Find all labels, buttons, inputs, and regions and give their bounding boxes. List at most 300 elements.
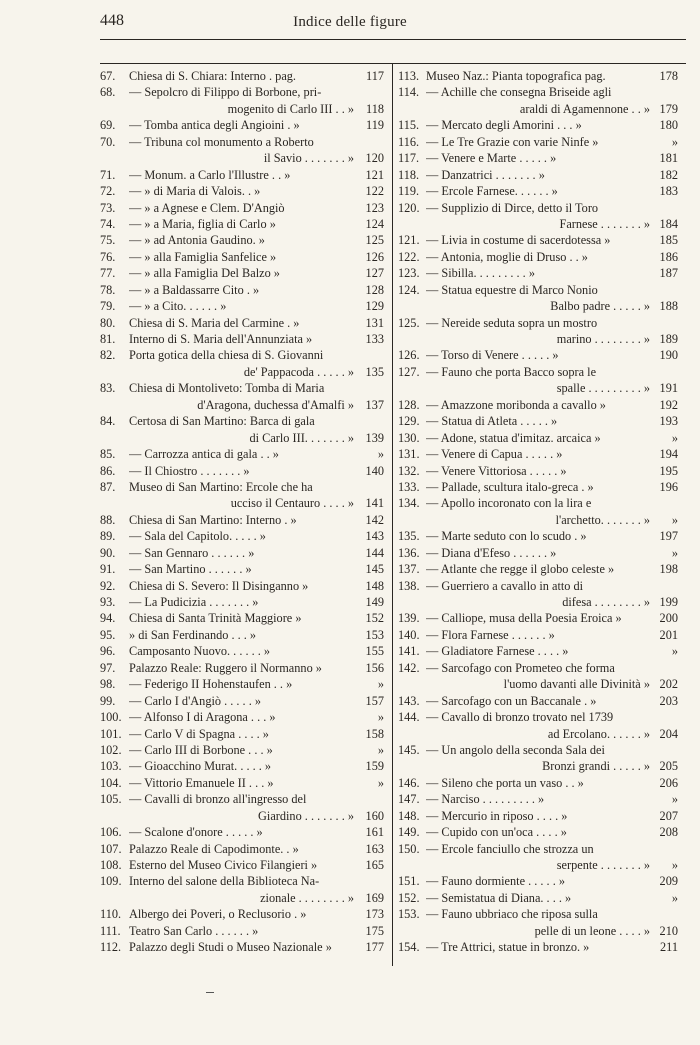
table-top-rule xyxy=(100,63,686,64)
entry-number: 147. xyxy=(398,792,420,807)
index-entry xyxy=(100,693,384,709)
index-entry xyxy=(100,200,384,216)
index-entry xyxy=(100,347,384,363)
index-entry xyxy=(398,939,678,955)
entry-number: 113. xyxy=(398,69,420,83)
index-entry xyxy=(398,265,678,281)
entry-page: 144 xyxy=(365,545,384,560)
entry-title: — Atlante che regge il globo celeste » xyxy=(426,562,615,577)
entry-title: — Il Chiostro . . . . . . . » xyxy=(129,463,250,478)
entry-title: Museo di San Martino: Ercole che ha xyxy=(129,479,313,494)
entry-number: 143. xyxy=(398,693,420,708)
entry-page: 169 xyxy=(365,890,384,905)
entry-page: 180 xyxy=(659,118,678,133)
entry-number: 82. xyxy=(100,348,116,363)
index-entry xyxy=(100,939,384,955)
entry-number: 142. xyxy=(398,660,420,675)
index-entry xyxy=(100,84,384,100)
index-entry xyxy=(398,200,678,216)
right-column xyxy=(398,68,678,956)
entry-title: araldi di Agamennone . . » xyxy=(519,101,650,116)
index-entry xyxy=(398,545,678,561)
index-entry xyxy=(398,315,678,331)
index-entry xyxy=(398,430,678,446)
index-entry xyxy=(398,216,678,232)
index-entry xyxy=(398,134,678,150)
entry-page: 137 xyxy=(365,397,384,412)
entry-title: — Tribuna col monumento a Roberto xyxy=(129,134,314,149)
entry-number: 74. xyxy=(100,216,116,231)
index-entry xyxy=(398,495,678,511)
entry-page: » xyxy=(671,890,678,905)
index-entry xyxy=(100,463,384,479)
entry-title: — Statua equestre di Marco Nonio xyxy=(426,282,598,297)
entry-page: 199 xyxy=(659,595,678,609)
index-entry xyxy=(100,742,384,758)
entry-title: — » a Maria, figlia di Carlo » xyxy=(129,216,276,231)
index-entry xyxy=(100,150,384,166)
entry-page: 127 xyxy=(365,266,384,281)
entry-title: — Narciso . . . . . . . . . » xyxy=(426,792,545,807)
index-entry xyxy=(398,232,678,248)
entry-page: 179 xyxy=(659,101,678,116)
index-entry xyxy=(100,167,384,183)
entry-number: 107. xyxy=(100,841,122,856)
index-entry xyxy=(398,397,678,413)
entry-title: — Danzatrici . . . . . . . » xyxy=(426,167,545,182)
entry-page: 185 xyxy=(659,233,678,248)
entry-page: 187 xyxy=(659,266,678,281)
entry-number: 148. xyxy=(398,808,420,823)
entry-title: — Cupido con un'oca . . . . » xyxy=(426,825,567,840)
entry-title: — Supplizio di Dirce, detto il Toro xyxy=(426,200,599,215)
entry-title: — Mercurio in riposo . . . . » xyxy=(426,808,568,823)
index-entry xyxy=(398,676,678,692)
index-entry xyxy=(398,808,678,824)
entry-title: — Fauno dormiente . . . . . » xyxy=(426,874,566,889)
entry-number: 92. xyxy=(100,578,116,593)
entry-number: 109. xyxy=(100,874,122,889)
entry-title: — Nereide seduta sopra un mostro xyxy=(426,315,598,330)
entry-number: 96. xyxy=(100,644,116,659)
entry-page: 192 xyxy=(659,397,678,412)
entry-number: 106. xyxy=(100,825,122,840)
entry-page: 120 xyxy=(365,151,384,166)
entry-number: 83. xyxy=(100,381,116,396)
entry-number: 94. xyxy=(100,611,116,626)
entry-title: — » a Agnese e Clem. D'Angiò xyxy=(129,200,285,215)
entry-page: 165 xyxy=(365,858,384,872)
entry-page: » xyxy=(377,447,384,462)
entry-number: 76. xyxy=(100,249,116,264)
entry-title: — Fauno ubbriaco che riposa sulla xyxy=(426,907,598,922)
index-entry xyxy=(398,857,678,873)
entry-number: 137. xyxy=(398,562,420,577)
index-entry xyxy=(398,693,678,709)
entry-number: 151. xyxy=(398,874,420,889)
entry-title: — Livia in costume di sacerdotessa » xyxy=(426,233,611,248)
entry-page: 188 xyxy=(659,299,678,314)
entry-title: — Amazzone moribonda a cavallo » xyxy=(426,397,606,412)
entry-number: 111. xyxy=(100,923,121,938)
entry-title: — Un angolo della seconda Sala dei xyxy=(426,742,605,757)
entry-number: 100. xyxy=(100,710,122,725)
entry-page: 139 xyxy=(365,430,384,445)
entry-number: 86. xyxy=(100,463,116,478)
index-entry xyxy=(100,808,384,824)
entry-page: 206 xyxy=(659,775,678,790)
index-entry xyxy=(398,726,678,742)
entry-page: 202 xyxy=(659,677,678,692)
entry-page: 155 xyxy=(365,644,384,659)
entry-title: — Statua di Atleta . . . . . » xyxy=(426,414,558,429)
index-entry xyxy=(100,726,384,742)
entry-number: 69. xyxy=(100,118,116,133)
index-entry xyxy=(398,643,678,659)
entry-number: 108. xyxy=(100,858,122,872)
entry-title: — Venere Vittoriosa . . . . . » xyxy=(426,463,567,478)
index-entry xyxy=(398,101,678,117)
entry-title: Palazzo degli Studi o Museo Nazionale » xyxy=(129,940,332,955)
entry-number: 150. xyxy=(398,841,420,856)
index-entry xyxy=(100,446,384,462)
entry-title: — Sarcofago con un Baccanale . » xyxy=(426,693,597,708)
index-entry xyxy=(398,561,678,577)
index-entry xyxy=(398,68,678,84)
index-entry xyxy=(100,331,384,347)
entry-title: Giardino . . . . . . . » xyxy=(258,808,354,823)
entry-page: 175 xyxy=(365,923,384,938)
entry-title: — Mercato degli Amorini . . . » xyxy=(426,118,582,133)
entry-number: 84. xyxy=(100,414,116,429)
entry-title: — Achille che consegna Briseide agli xyxy=(426,85,612,100)
entry-number: 90. xyxy=(100,545,116,560)
index-entry xyxy=(100,413,384,429)
entry-page: 125 xyxy=(365,233,384,248)
entry-title: — Apollo incoronato con la lira e xyxy=(426,496,592,511)
entry-title: — Fauno che porta Bacco sopra le xyxy=(426,364,597,379)
index-entry xyxy=(398,758,678,774)
entry-title: Esterno del Museo Civico Filangieri » xyxy=(129,858,318,872)
entry-page: 160 xyxy=(365,808,384,823)
entry-title: — Carlo I d'Angiò . . . . . » xyxy=(129,693,262,708)
entry-title: — Venere e Marte . . . . . » xyxy=(426,151,557,166)
entry-title: l'archetto. . . . . . . » xyxy=(555,512,650,527)
entry-number: 132. xyxy=(398,463,420,478)
entry-page: 196 xyxy=(659,479,678,494)
index-entry xyxy=(398,446,678,462)
entry-title: d'Aragona, duchessa d'Amalfi » xyxy=(197,397,354,412)
entry-page: 157 xyxy=(365,693,384,708)
entry-title: ucciso il Centauro . . . . » xyxy=(230,496,354,511)
column-divider xyxy=(392,63,393,966)
entry-title: — Carlo III di Borbone . . . » xyxy=(129,742,273,757)
header-rule xyxy=(100,39,686,40)
entry-title: — Antonia, moglie di Druso . . » xyxy=(426,249,588,264)
index-entry xyxy=(100,528,384,544)
entry-page: 156 xyxy=(365,660,384,675)
index-entry xyxy=(100,298,384,314)
entry-number: 102. xyxy=(100,742,122,757)
entry-title: zionale . . . . . . . . » xyxy=(260,890,354,905)
entry-page: 200 xyxy=(659,611,678,626)
entry-title: — Le Tre Grazie con varie Ninfe » xyxy=(426,134,599,149)
entry-title: Porta gotica della chiesa di S. Giovanni xyxy=(129,348,324,363)
entry-title: — Gioacchino Murat. . . . . » xyxy=(129,759,272,774)
entry-title: il Savio . . . . . . . » xyxy=(263,151,354,166)
entry-page: 178 xyxy=(659,69,678,83)
entry-number: 124. xyxy=(398,282,420,297)
entry-page: 173 xyxy=(365,907,384,922)
entry-page: » xyxy=(671,430,678,445)
index-entry xyxy=(398,249,678,265)
left-column xyxy=(100,68,384,956)
entry-title: — Carrozza antica di gala . . » xyxy=(129,447,279,462)
entry-page: 193 xyxy=(659,414,678,429)
entry-number: 130. xyxy=(398,430,420,445)
entry-title: — » alla Famiglia Del Balzo » xyxy=(129,266,280,281)
index-entry xyxy=(398,923,678,939)
index-entry xyxy=(100,857,384,873)
entry-number: 115. xyxy=(398,118,420,133)
entry-number: 105. xyxy=(100,792,122,807)
index-entry xyxy=(398,660,678,676)
entry-page: 190 xyxy=(659,348,678,363)
index-entry xyxy=(398,824,678,840)
index-entry xyxy=(100,117,384,133)
entry-title: Chiesa di S. Severo: Il Disinganno » xyxy=(129,578,309,593)
entry-title: Interno del salone della Biblioteca Na- xyxy=(129,874,320,889)
entry-page: » xyxy=(377,742,384,757)
entry-page: 210 xyxy=(659,923,678,938)
entry-title: — » a Baldassarre Cito . » xyxy=(129,282,260,297)
entry-page: 124 xyxy=(365,216,384,231)
entry-number: 134. xyxy=(398,496,420,511)
index-entry xyxy=(398,347,678,363)
entry-page: 153 xyxy=(365,627,384,642)
entry-number: 85. xyxy=(100,447,116,462)
index-entry xyxy=(100,545,384,561)
entry-number: 122. xyxy=(398,249,420,264)
entry-page: 122 xyxy=(365,184,384,199)
entry-page: 205 xyxy=(659,759,678,774)
index-entry xyxy=(398,117,678,133)
index-entry xyxy=(100,660,384,676)
entry-number: 117. xyxy=(398,151,420,166)
entry-title: — Cavallo di bronzo trovato nel 1739 xyxy=(426,710,614,725)
entry-number: 91. xyxy=(100,562,116,577)
entry-title: — » alla Famiglia Sanfelice » xyxy=(129,249,277,264)
entry-number: 87. xyxy=(100,479,116,494)
entry-title: — Alfonso I di Aragona . . . » xyxy=(129,710,276,725)
entry-page: 184 xyxy=(659,216,678,231)
index-entry xyxy=(398,709,678,725)
index-entry xyxy=(100,627,384,643)
entry-number: 133. xyxy=(398,479,420,494)
entry-title: — Tre Attrici, statue in bronzo. » xyxy=(426,940,590,955)
entry-page: 189 xyxy=(659,332,678,346)
entry-page: 119 xyxy=(366,118,384,133)
footer-mark xyxy=(206,992,214,993)
index-entry xyxy=(398,364,678,380)
entry-page: 181 xyxy=(659,151,678,166)
index-entry xyxy=(100,791,384,807)
entry-page: 177 xyxy=(365,940,384,955)
entry-title: difesa . . . . . . . . » xyxy=(562,595,650,609)
entry-page: 152 xyxy=(365,611,384,626)
index-entry xyxy=(398,841,678,857)
index-entry xyxy=(398,578,678,594)
index-entry xyxy=(398,775,678,791)
index-entry xyxy=(398,512,678,528)
entry-title: — Carlo V di Spagna . . . . » xyxy=(129,726,269,741)
entry-number: 138. xyxy=(398,578,420,593)
entry-page: 145 xyxy=(365,562,384,577)
entry-title: di Carlo III. . . . . . . » xyxy=(249,430,354,445)
entry-title: — » ad Antonia Gaudino. » xyxy=(129,233,265,248)
entry-number: 139. xyxy=(398,611,420,626)
entry-number: 71. xyxy=(100,167,116,182)
entry-number: 68. xyxy=(100,85,116,100)
index-entry xyxy=(100,758,384,774)
entry-title: Balbo padre . . . . . » xyxy=(550,299,650,314)
entry-title: marino . . . . . . . . » xyxy=(556,332,650,346)
entry-page: 158 xyxy=(365,726,384,741)
entry-number: 101. xyxy=(100,726,122,741)
entry-title: — Sala del Capitolo. . . . . » xyxy=(129,529,266,544)
entry-page: » xyxy=(377,710,384,725)
entry-title: — San Gennaro . . . . . . » xyxy=(129,545,255,560)
index-entry xyxy=(100,364,384,380)
entry-number: 153. xyxy=(398,907,420,922)
entry-number: 77. xyxy=(100,266,116,281)
entry-title: — La Pudicizia . . . . . . . » xyxy=(129,595,259,609)
entry-title: mogenito di Carlo III . . » xyxy=(227,101,354,116)
entry-page: 131 xyxy=(365,315,384,330)
entry-page: 161 xyxy=(365,825,384,840)
index-entry xyxy=(398,282,678,298)
entry-number: 70. xyxy=(100,134,116,149)
index-entry xyxy=(100,923,384,939)
entry-title: — Sibilla. . . . . . . . . » xyxy=(426,266,535,281)
index-entry xyxy=(398,150,678,166)
entry-page: 140 xyxy=(365,463,384,478)
entry-page: 141 xyxy=(365,496,384,511)
index-entry xyxy=(100,101,384,117)
index-entry xyxy=(398,84,678,100)
entry-number: 120. xyxy=(398,200,420,215)
entry-number: 80. xyxy=(100,315,116,330)
entry-title: — » di Maria di Valois. . » xyxy=(129,184,261,199)
entry-number: 103. xyxy=(100,759,122,774)
entry-page: 163 xyxy=(365,841,384,856)
entry-number: 144. xyxy=(398,710,420,725)
index-entry xyxy=(100,890,384,906)
entry-page: » xyxy=(377,677,384,692)
index-entry xyxy=(398,463,678,479)
entry-title: Chiesa di Santa Trinità Maggiore » xyxy=(129,611,302,626)
entry-number: 127. xyxy=(398,364,420,379)
entry-number: 89. xyxy=(100,529,116,544)
entry-title: — Cavalli di bronzo all'ingresso del xyxy=(129,792,307,807)
entry-number: 114. xyxy=(398,85,420,100)
entry-page: 197 xyxy=(659,529,678,544)
entry-page: 135 xyxy=(365,364,384,379)
entry-title: Teatro San Carlo . . . . . . » xyxy=(129,923,259,938)
entry-number: 149. xyxy=(398,825,420,840)
entry-page: 186 xyxy=(659,249,678,264)
entry-number: 154. xyxy=(398,940,420,955)
entry-title: — Sileno che porta un vaso . . » xyxy=(426,775,584,790)
entry-page: 121 xyxy=(365,167,384,182)
index-entry xyxy=(100,183,384,199)
entry-page: » xyxy=(671,512,678,527)
entry-number: 73. xyxy=(100,200,116,215)
entry-title: Chiesa di San Martino: Interno . » xyxy=(129,512,297,527)
index-entry xyxy=(398,742,678,758)
entry-number: 152. xyxy=(398,890,420,905)
entry-page: 118 xyxy=(366,101,384,116)
entry-title: Certosa di San Martino: Barca di gala xyxy=(129,414,315,429)
entry-number: 129. xyxy=(398,414,420,429)
index-entry xyxy=(100,610,384,626)
entry-page: 159 xyxy=(365,759,384,774)
entry-page: » xyxy=(671,644,678,659)
entry-title: » di San Ferdinando . . . » xyxy=(129,627,257,642)
entry-title: Museo Naz.: Pianta topografica pag. xyxy=(426,69,606,83)
entry-title: — Federigo II Hohenstaufen . . » xyxy=(129,677,293,692)
entry-number: 104. xyxy=(100,775,122,790)
entry-title: — Vittorio Emanuele II . . . » xyxy=(129,775,274,790)
entry-number: 125. xyxy=(398,315,420,330)
index-entry xyxy=(100,594,384,610)
entry-page: 149 xyxy=(365,595,384,609)
entry-number: 119. xyxy=(398,184,420,199)
entry-number: 97. xyxy=(100,660,116,675)
entry-page: 191 xyxy=(659,381,678,396)
entry-number: 88. xyxy=(100,512,116,527)
entry-title: — Flora Farnese . . . . . . » xyxy=(426,627,555,642)
entry-page: » xyxy=(671,545,678,560)
index-entry xyxy=(398,528,678,544)
index-entry xyxy=(100,249,384,265)
entry-title: — Torso di Venere . . . . . » xyxy=(426,348,559,363)
entry-title: Palazzo Reale: Ruggero il Normanno » xyxy=(129,660,322,675)
entry-title: Palazzo Reale di Capodimonte. . » xyxy=(129,841,299,856)
entry-number: 140. xyxy=(398,627,420,642)
index-entry xyxy=(100,216,384,232)
entry-title: Farnese . . . . . . . » xyxy=(559,216,650,231)
index-entry xyxy=(398,627,678,643)
entry-title: ad Ercolano. . . . . . » xyxy=(547,726,650,741)
entry-number: 135. xyxy=(398,529,420,544)
index-entry xyxy=(100,512,384,528)
entry-title: Camposanto Nuovo. . . . . . » xyxy=(129,644,271,659)
entry-number: 72. xyxy=(100,184,116,199)
entry-number: 128. xyxy=(398,397,420,412)
entry-page: 182 xyxy=(659,167,678,182)
entry-title: Chiesa di Montoliveto: Tomba di Maria xyxy=(129,381,325,396)
index-entry xyxy=(100,841,384,857)
entry-page: 148 xyxy=(365,578,384,593)
entry-page: 128 xyxy=(365,282,384,297)
index-entry xyxy=(398,380,678,396)
index-entry xyxy=(100,282,384,298)
entry-title: — Scalone d'onore . . . . . » xyxy=(129,825,263,840)
index-entry xyxy=(398,791,678,807)
entry-title: — Diana d'Efeso . . . . . . » xyxy=(426,545,557,560)
entry-title: spalle . . . . . . . . . » xyxy=(556,381,650,396)
